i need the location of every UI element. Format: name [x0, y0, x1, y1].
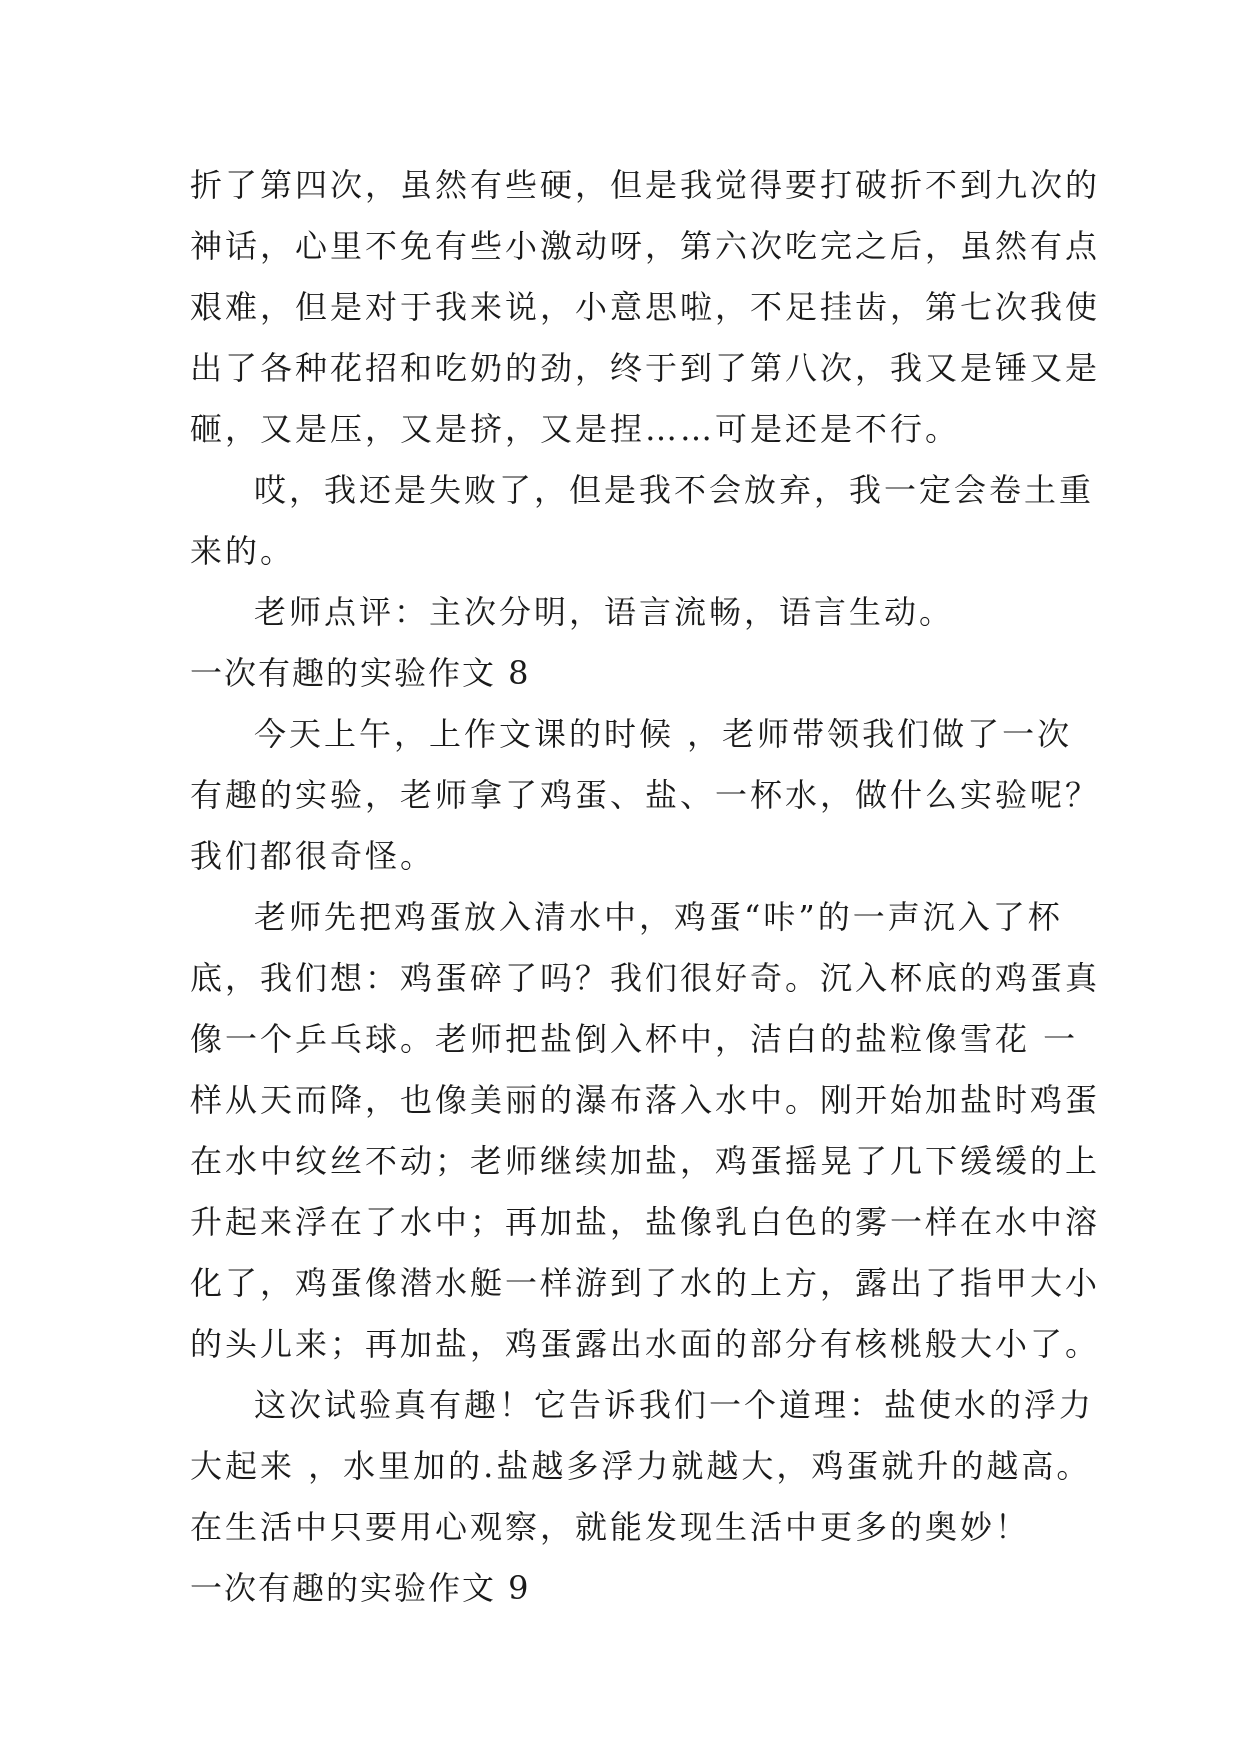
text-line: 折了第四次，虽然有些硬，但是我觉得要打破折不到九次的: [190, 166, 1101, 204]
text-line: 大起来 ，水里加的.盐越多浮力就越大，鸡蛋就升的越高。: [190, 1447, 1092, 1485]
text-line: 化了，鸡蛋像潜水艇一样游到了水的上方，露出了指甲大小: [190, 1264, 1101, 1302]
document-page: [190, 155, 1101, 1619]
paragraph-start: 这次试验真有趣！它告诉我们一个道理：盐使水的浮力: [254, 1386, 1095, 1424]
text-line: 底，我们想：鸡蛋碎了吗？我们很好奇。沉入杯底的鸡蛋真: [190, 959, 1101, 997]
text-line: 神话，心里不免有些小激动呀，第六次吃完之后，虽然有点: [190, 227, 1101, 265]
text-line: 升起来浮在了水中；再加盐，盐像乳白色的雾一样在水中溶: [190, 1203, 1101, 1241]
teacher-comment: 老师点评：主次分明，语言流畅，语言生动。: [254, 593, 955, 631]
text-line: 像一个乒乓球。老师把盐倒入杯中，洁白的盐粒像雪花 一: [190, 1020, 1079, 1058]
text-line: 在生活中只要用心观察，就能发现生活中更多的奥妙！: [190, 1508, 1031, 1546]
paragraph-start: 老师先把鸡蛋放入清水中，鸡蛋“咔”的一声沉入了杯: [254, 898, 1063, 936]
text-line: 来的。: [190, 532, 296, 570]
text-line: 有趣的实验，老师拿了鸡蛋、盐、一杯水，做什么实验呢？: [190, 776, 1101, 814]
text-line: 的头儿来；再加盐，鸡蛋露出水面的部分有核桃般大小了。: [190, 1325, 1101, 1363]
text-line: 在水中纹丝不动；老师继续加盐，鸡蛋摇晃了几下缓缓的上: [190, 1142, 1101, 1180]
text-line: 出了各种花招和吃奶的劲，终于到了第八次，我又是锤又是: [190, 349, 1101, 387]
paragraph-start: 哎，我还是失败了，但是我不会放弃，我一定会卷土重: [254, 471, 1095, 509]
text-line: 我们都很奇怪。: [190, 837, 436, 875]
text-line: 砸，又是压，又是挤，又是捏……可是还是不行。: [190, 410, 961, 448]
text-line: 艰难，但是对于我来说，小意思啦，不足挂齿，第七次我使: [190, 288, 1101, 326]
paragraph-start: 今天上午，上作文课的时候 ，老师带领我们做了一次: [254, 715, 1073, 753]
section-heading: 一次有趣的实验作文 9: [190, 1569, 531, 1607]
section-heading: 一次有趣的实验作文 8: [190, 654, 531, 692]
text-line: 样从天而降，也像美丽的瀑布落入水中。刚开始加盐时鸡蛋: [190, 1081, 1101, 1119]
